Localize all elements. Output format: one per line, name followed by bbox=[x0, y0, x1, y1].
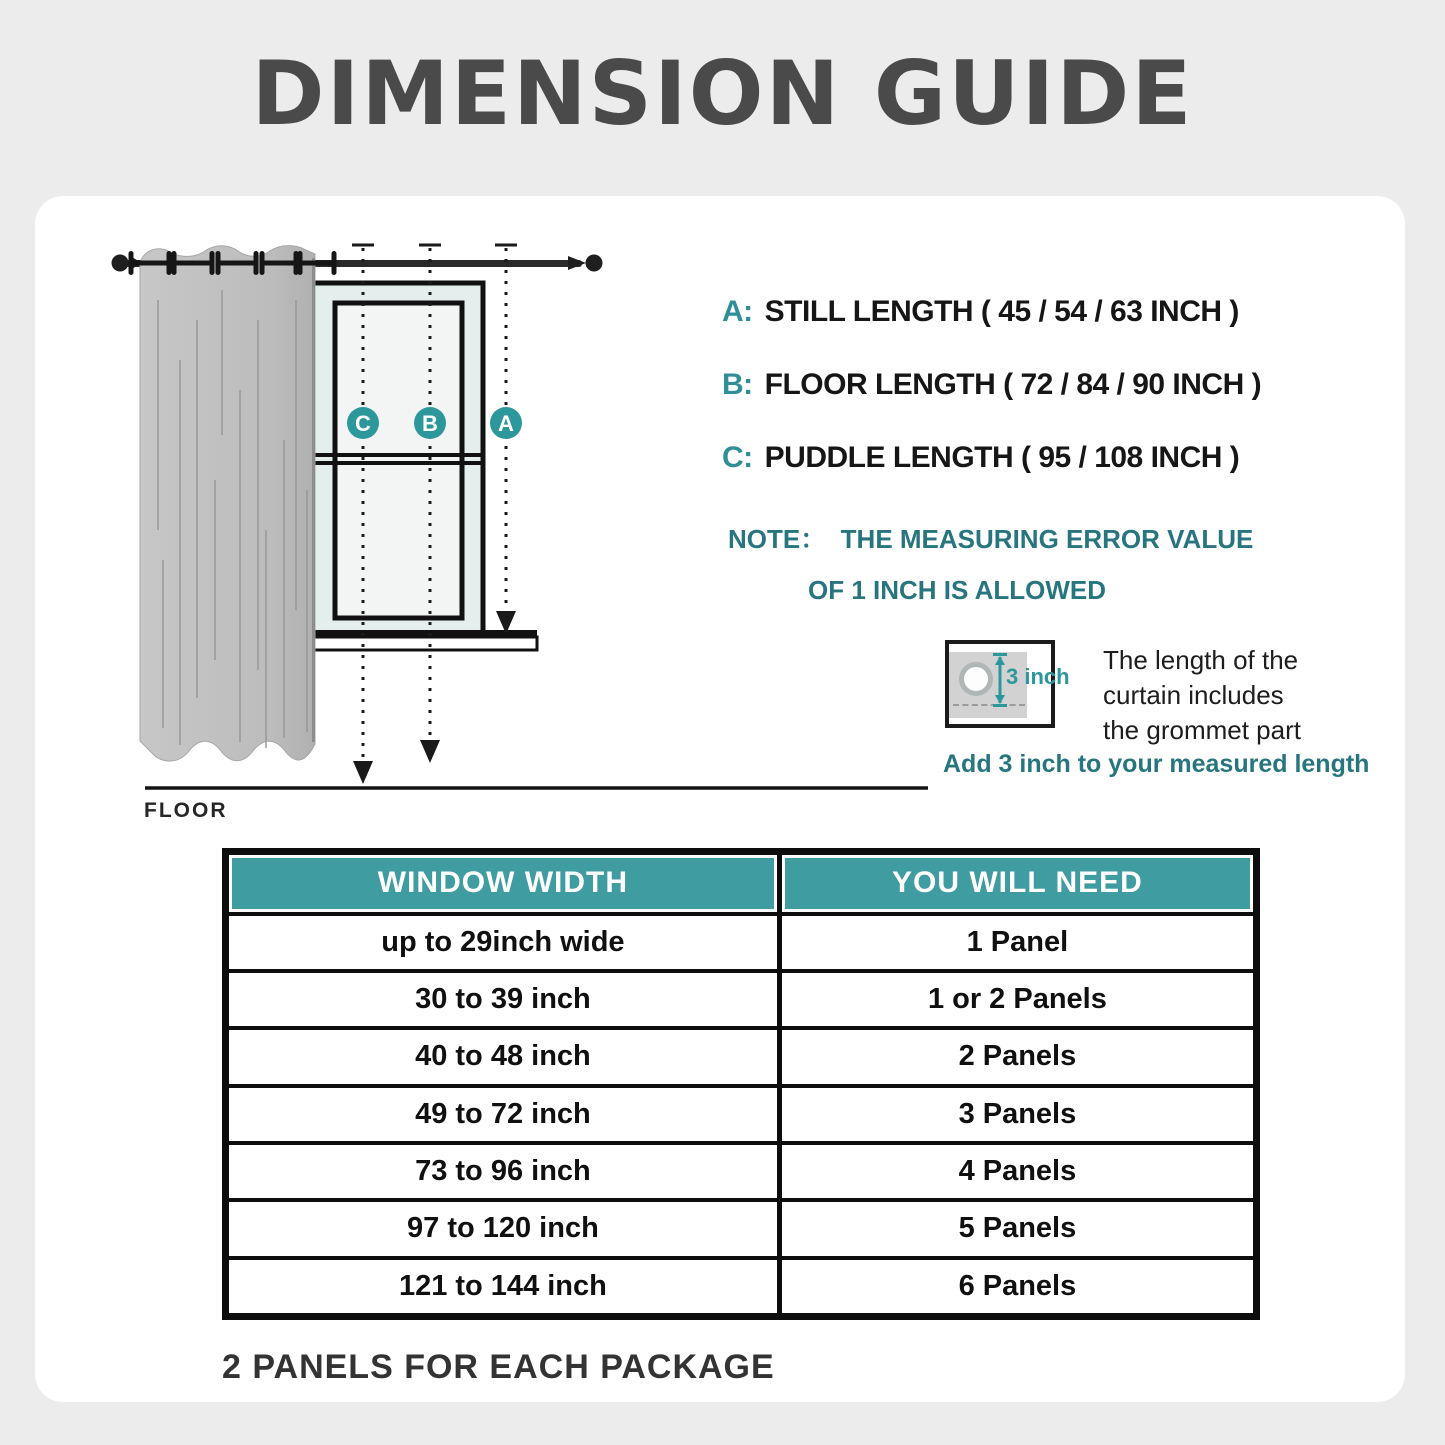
length-spec-list bbox=[722, 293, 1261, 512]
svg-text:C: C bbox=[355, 411, 371, 436]
table-row bbox=[229, 1256, 1253, 1313]
window-width-cell: 121 to 144 inch bbox=[398, 1269, 607, 1302]
grommet-tip: Add 3 inch to your measured length bbox=[943, 750, 1370, 778]
spec-letter-c: C: bbox=[722, 441, 753, 474]
grommet-ring-icon bbox=[959, 662, 993, 696]
spec-text-b: FLOOR LENGTH ( 72 / 84 / 90 INCH ) bbox=[764, 368, 1262, 401]
window-illustration bbox=[297, 283, 537, 650]
window-width-cell: 97 to 120 inch bbox=[407, 1212, 599, 1245]
window-width-cell: 40 to 48 inch bbox=[415, 1040, 591, 1073]
note-line-1: NOTE： THE MEASURING ERROR VALUE bbox=[728, 524, 1254, 554]
floor-label: FLOOR bbox=[144, 799, 228, 822]
panel-size-table bbox=[222, 848, 1260, 1320]
table-row bbox=[229, 1141, 1253, 1198]
spec-text-a: STILL LENGTH ( 45 / 54 / 63 INCH ) bbox=[764, 295, 1239, 328]
spec-letter-b: B: bbox=[722, 368, 753, 401]
grommet-dashed-line bbox=[953, 704, 1025, 706]
measuring-note bbox=[728, 519, 1253, 606]
grommet-description bbox=[1103, 643, 1301, 748]
window-width-cell: 49 to 72 inch bbox=[415, 1097, 591, 1130]
marker-c bbox=[347, 407, 379, 439]
grommet-description-line: The length of the bbox=[1103, 645, 1299, 675]
svg-text:B: B bbox=[422, 411, 438, 436]
table-header-cell bbox=[229, 855, 777, 912]
panels-needed-cell: 4 Panels bbox=[777, 1145, 1253, 1198]
table-row bbox=[229, 1198, 1253, 1255]
three-inch-arrow-icon bbox=[993, 653, 1007, 707]
svg-text:A: A bbox=[498, 411, 514, 436]
col-header-you-will-need: YOU WILL NEED bbox=[785, 858, 1250, 909]
window-width-cell: up to 29inch wide bbox=[381, 925, 625, 958]
curtain-panel bbox=[140, 246, 315, 761]
note-line-2: OF 1 INCH IS ALLOWED bbox=[808, 575, 1107, 605]
grommet-description-line: curtain includes bbox=[1103, 680, 1284, 710]
spec-letter-a: A: bbox=[722, 295, 753, 328]
panels-needed-cell: 3 Panels bbox=[777, 1088, 1253, 1141]
spec-floor-length bbox=[722, 366, 1261, 439]
rod-finial-right bbox=[586, 255, 603, 272]
panels-needed-cell: 2 Panels bbox=[777, 1030, 1253, 1083]
table-row bbox=[229, 912, 1253, 969]
table-row bbox=[229, 969, 1253, 1026]
window-width-cell: 73 to 96 inch bbox=[415, 1155, 591, 1188]
spec-text-c: PUDDLE LENGTH ( 95 / 108 INCH ) bbox=[764, 441, 1240, 474]
grommet-description-line: the grommet part bbox=[1103, 715, 1301, 745]
marker-b bbox=[414, 407, 446, 439]
panels-needed-cell: 1 Panel bbox=[777, 916, 1253, 969]
window-width-cell: 30 to 39 inch bbox=[415, 983, 591, 1016]
spec-still-length bbox=[722, 293, 1261, 366]
table-row bbox=[229, 1084, 1253, 1141]
page-title: DIMENSION GUIDE bbox=[251, 42, 1194, 145]
grommet-measure-label: 3 inch bbox=[1006, 664, 1070, 689]
spec-puddle-length bbox=[722, 439, 1261, 512]
table-header-row bbox=[229, 855, 1253, 912]
panels-needed-cell: 5 Panels bbox=[777, 1202, 1253, 1255]
col-header-window-width: WINDOW WIDTH bbox=[232, 858, 774, 909]
package-note: 2 PANELS FOR EACH PACKAGE bbox=[222, 1348, 775, 1386]
panels-needed-cell: 6 Panels bbox=[777, 1260, 1253, 1313]
rod-finial-left bbox=[112, 255, 129, 272]
marker-a bbox=[490, 407, 522, 439]
table-header-cell bbox=[777, 855, 1253, 912]
table-row bbox=[229, 1026, 1253, 1083]
panels-needed-cell: 1 or 2 Panels bbox=[777, 973, 1253, 1026]
